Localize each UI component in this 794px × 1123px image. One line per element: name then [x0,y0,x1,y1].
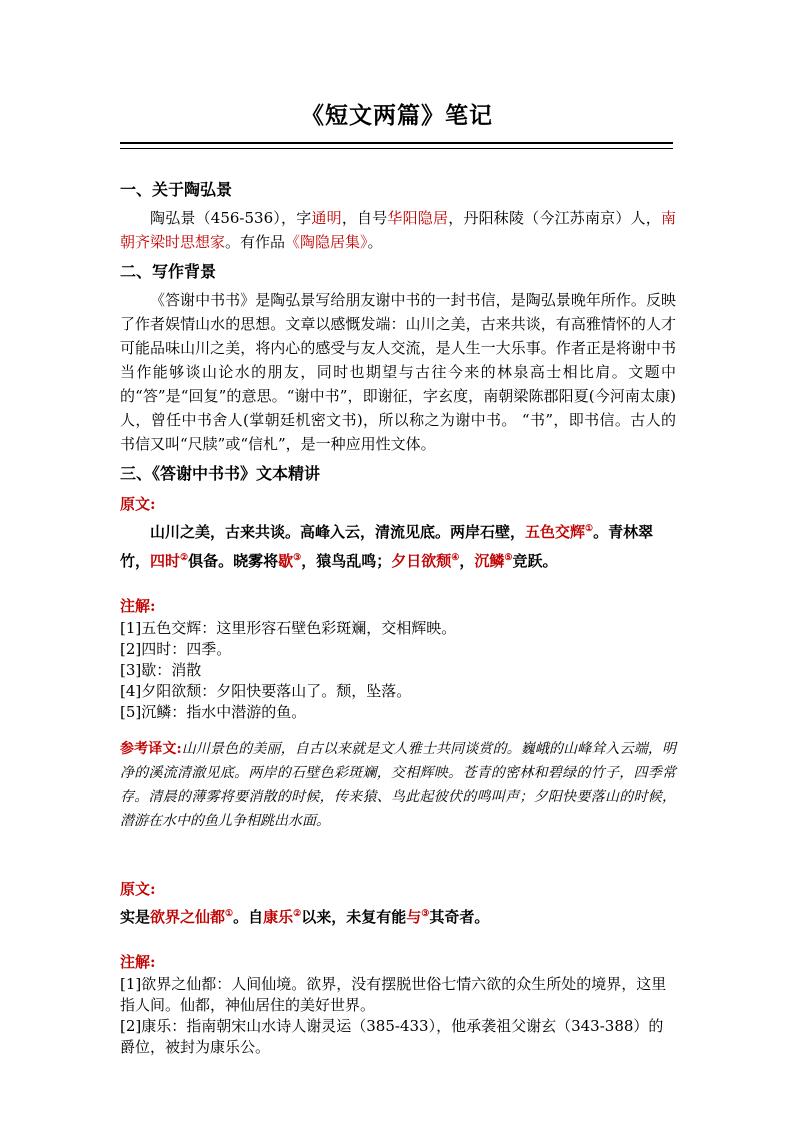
footnote-mark: ⑤ [504,553,513,563]
key-phrase: 欲界之仙都 [150,908,226,926]
note-item: [4]夕阳欲颓：夕阳快要落山了。颓，坠落。 [120,682,412,700]
footnote-mark: ② [180,553,189,563]
footnote-mark: ④ [451,553,460,563]
footnote-mark: ① [225,909,234,919]
text-run: 。有作品 [225,233,286,251]
original-text-2 [120,901,676,930]
section1-paragraph [120,206,676,254]
text-run: 。自 [233,908,264,926]
text-run: 竞跃。 [512,552,558,570]
text-run: 俱备。晓雾将 [188,552,279,570]
translation-label: 参考译文: [120,741,182,757]
text-run: 陶弘景（456-536），字 [150,209,312,227]
note-item: [1]欲界之仙都：人间仙境。欲界，没有摆脱世俗七情六欲的众生所处的境界，这里指人间。仙都，神仙居住的美好世界。 [120,975,667,1014]
section1-heading: 一、关于陶弘景 [120,180,233,199]
highlight-courtesy-name: 通明 [311,209,342,227]
note-item: [3]歇：消散 [120,661,202,679]
text-run: 。 [367,233,383,251]
key-phrase: 四时 [150,552,181,570]
note-item: [5]沉鳞：指水中潜游的鱼。 [120,703,307,721]
highlight-works: 《陶隐居集》 [285,233,368,251]
text-run: 山川之美，古来共谈。高峰入云，清流见底。两岸石壁， [150,523,526,541]
highlight-alias: 华阳隐居 [387,209,449,227]
footnote-mark: ③ [293,553,302,563]
key-phrase: 与 [406,908,422,926]
key-phrase: 夕日欲颓 [391,552,452,570]
note-item: [1]五色交辉：这里形容石壁色彩斑斓，交相辉映。 [120,619,457,637]
text-run: ，自号 [341,209,388,227]
text-run: ， [459,552,475,570]
title-rule-thick [120,142,673,144]
highlight-identity: 南朝齐梁时思想家 [120,209,676,251]
footnote-mark: ③ [421,909,430,919]
title-rule-thin [120,148,673,149]
key-phrase: 歇 [278,552,294,570]
reference-translation [120,737,676,833]
footnote-mark: ① [585,524,594,534]
text-run: ，猿鸟乱鸣； [301,552,392,570]
key-phrase: 五色交辉 [525,523,586,541]
note-item: [2]四时：四季。 [120,640,232,658]
text-run: 以来，未复有能 [301,908,407,926]
text-run: ，丹阳秣陵（今江苏南京）人， [448,209,661,227]
document-title: 《短文两篇》笔记 [301,102,493,129]
translation-text: 山川景色的美丽，自古以来就是文人雅士共同谈赏的。巍峨的山峰耸入云端，明净的溪流清澈见底。两岸的石壁色彩斑斓，交相辉映。苍青的密林和碧绿的竹子，四季常存。清晨的薄雾将要消散的时候，传来猿、鸟此起彼伏的鸣叫声；夕阳快要落山的时候，潜游在水中的鱼儿争相跳出水面。 [120,741,677,829]
section2-paragraph: 《答谢中书书》是陶弘景写给朋友谢中书的一封书信，是陶弘景晚年所作。反映了作者娱情山水的思想。文章以感慨发端：山川之美，古来共谈，有高雅情怀的人才可能品味山川之美，将内心的感受与友人交流，是人生一大乐事。作者正是将谢中书当作能够谈山论水的朋友，同时也期望与古往今来的林泉高士相比肩。文题中的“答”是“回复”的意思。“谢中书”，即谢征，字玄度，南朝梁陈郡阳夏(今河南太康)人，曾任中书舍人(掌朝廷机密文书)，所以称之为谢中书。 “书”，即书信。古人的书信又叫“尺牍”或“信札”，是一种应用性文体。 [120,291,676,453]
section3-heading: 三、《答谢中书书》文本精讲 [120,464,321,483]
notes-label-2: 注解: [120,953,156,971]
section2-heading: 二、写作背景 [120,262,217,281]
text-run: 实是 [120,908,151,926]
text-run: 其奇者。 [429,908,490,926]
notes-label: 注解: [120,597,156,615]
original-text-label: 原文: [120,495,156,513]
document-body [120,178,676,1058]
key-phrase: 康乐 [263,908,294,926]
text-run: 。青林翠竹， [120,523,654,570]
original-text-1 [120,516,676,574]
note-item: [2]康乐：指南朝宋山水诗人谢灵运（385-433），他承袭祖父谢玄（343-388）的爵位，被封为康乐公。 [120,1017,664,1056]
key-phrase: 沉鳞 [474,552,505,570]
original-text-label-2: 原文: [120,880,156,898]
footnote-mark: ② [293,909,302,919]
